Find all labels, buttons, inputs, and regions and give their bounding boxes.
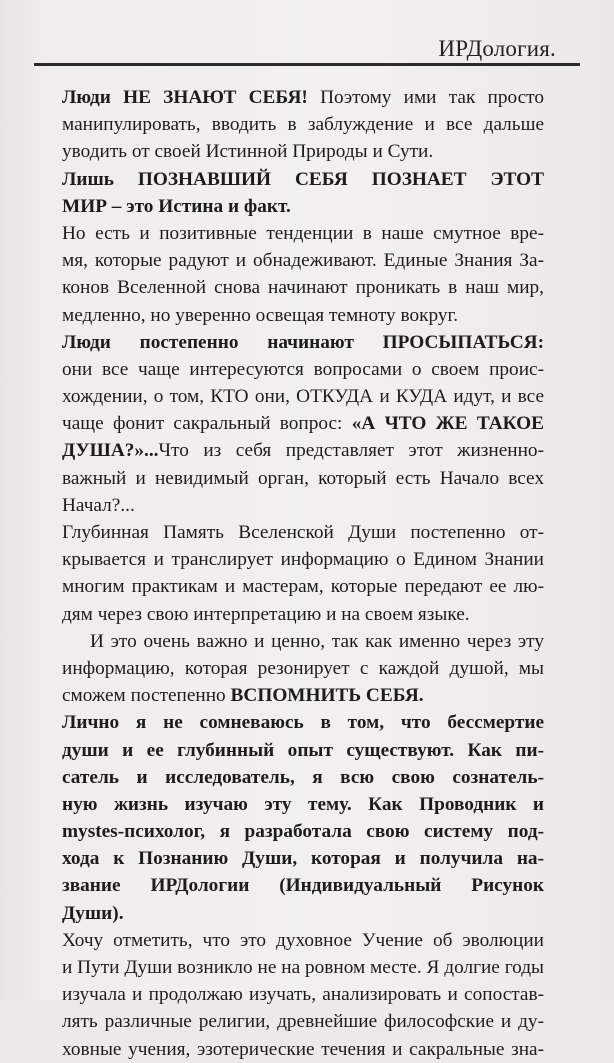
paragraph-6: [62, 628, 544, 710]
text-line: важный и невидимый орган, который есть Начало всех: [62, 467, 544, 489]
paragraph-1: [62, 84, 544, 166]
text-line: дям через свою интерпретацию и на своем языке.: [62, 603, 470, 625]
text-line: многим практикам и мастерам, которые передают ее лю-: [62, 576, 544, 598]
text-line: Люди постепенно начинают ПРОСЫПАТЬСЯ:: [62, 331, 544, 353]
text-line: ДУША?»...Что из себя представляет этот жизненно-: [62, 440, 544, 462]
text-line: ховные учения, эзотерические течения и сакральные зна-: [62, 1038, 544, 1060]
text-line: изучала и продолжаю изучать, анализировать и сопостав-: [62, 984, 544, 1006]
text-line: манипулировать, вводить в заблуждение и все дальше: [62, 114, 544, 136]
text-line: И это очень важно и ценно, так как именно через эту: [90, 630, 544, 652]
text-line: Но есть и позитивные тенденции в наше смутное вре-: [62, 222, 544, 244]
text-line: Лишь ПОЗНАВШИЙ СЕБЯ ПОЗНАЕТ ЭТОТ: [62, 168, 544, 190]
text-line: сможем постепенно ВСПОМНИТЬ СЕБЯ.: [62, 685, 424, 707]
text-line: звание ИРДологии (Индивидуальный Рисунок: [62, 875, 544, 897]
text-line: Хочу отметить, что это духовное Учение об эволюции: [62, 929, 544, 951]
paragraph-8: [62, 927, 544, 1063]
text-line: они все чаще интересуются вопросами о своем проис-: [62, 358, 544, 380]
paragraph-5: [62, 519, 544, 628]
text-line: лять различные религии, древнейшие философские и ду-: [62, 1011, 544, 1033]
text-line: Души).: [62, 902, 124, 924]
text-line: Лично я не сомневаюсь в том, что бессмертие: [62, 712, 544, 734]
text-line: хождении, о том, КТО они, ОТКУДА и КУДА идут, и все: [62, 386, 544, 408]
text-line: mystes-психолог, я разработала свою систему под-: [62, 821, 544, 843]
text-line: крывается и транслирует информацию о Едином Знании: [62, 549, 544, 571]
text-line: чаще фонит сакральный вопрос: «А ЧТО ЖЕ ТАКОЕ: [62, 413, 545, 435]
text-line: хода к Познанию Души, которая и получила на-: [62, 848, 544, 870]
paragraph-3: [62, 220, 544, 329]
text-line: и Пути Души возникло не на ровном месте. Я долгие годы: [62, 957, 544, 978]
text-line: конов Вселенной снова начинают проникать в наш мир,: [62, 277, 544, 299]
text-line: информацию, которая резонирует с каждой душой, мы: [62, 657, 544, 679]
text-line: медленно, но уверенно освещая темноту вокруг.: [62, 304, 459, 326]
paragraph-2: [62, 166, 544, 220]
text-line: сатель и исследователь, я всю свою сознатель-: [62, 766, 544, 788]
text-line: уводить от своей Истинной Природы и Сути.: [62, 141, 434, 163]
text-line: ную жизнь изучаю эту тему. Как Проводник и: [62, 793, 544, 815]
paragraph-4: [62, 329, 544, 519]
text-line: души и ее глубинный опыт существуют. Как пи-: [62, 739, 544, 761]
text-line: Люди НЕ ЗНАЮТ СЕБЯ! Поэтому ими так просто: [62, 87, 544, 108]
text-line: Начал?...: [62, 494, 135, 516]
text-line: МИР – это Истина и факт.: [62, 195, 291, 217]
page-body-text: [62, 84, 544, 1063]
running-header-title: ИРДология.: [438, 36, 556, 61]
text-line: Глубинная Память Вселенской Души постепенно от-: [62, 522, 544, 543]
header-rule: [34, 63, 580, 66]
text-line: мя, которые радуют и обнадеживают. Единые Знания За-: [62, 250, 544, 272]
paragraph-7: [62, 709, 544, 927]
